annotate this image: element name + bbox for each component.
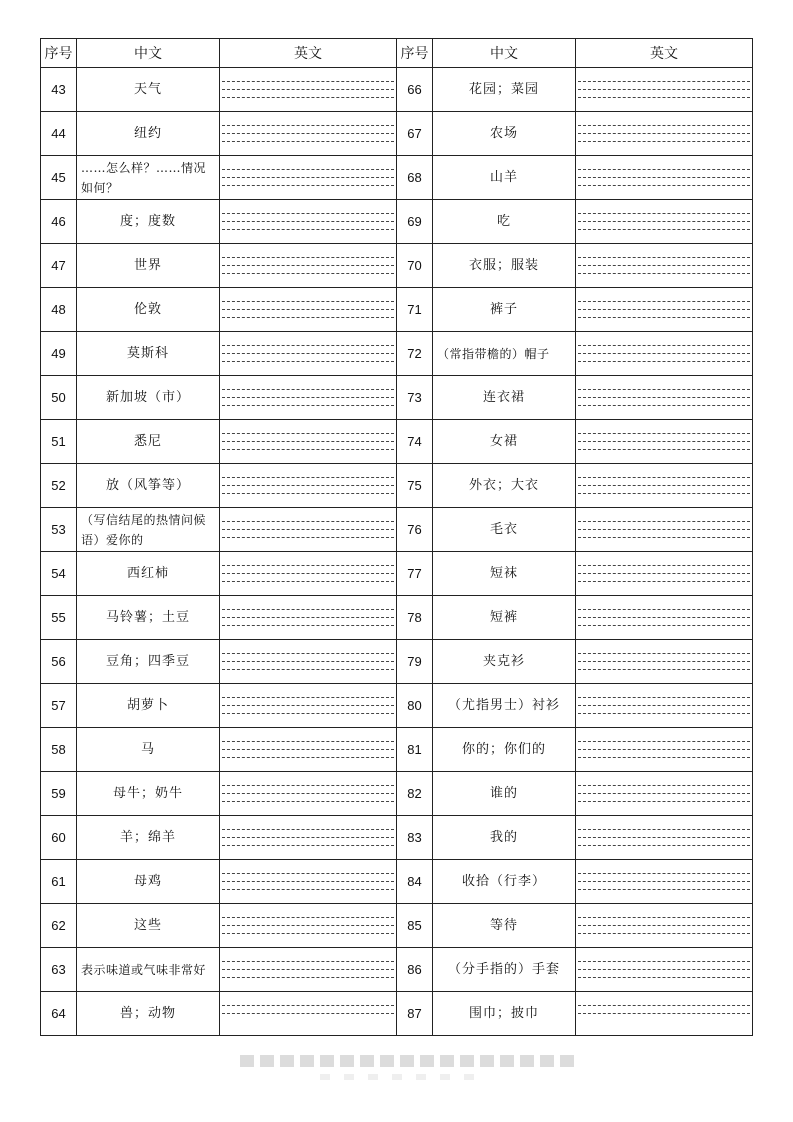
answer-writing-line: [578, 837, 750, 838]
answer-writing-line: [578, 389, 750, 390]
table-row: [41, 508, 753, 552]
left-chinese-cell: 马铃薯；土豆: [77, 596, 220, 640]
answer-writing-line: [222, 477, 394, 478]
left-answer-cell[interactable]: [220, 288, 397, 332]
answer-writing-line: [578, 221, 750, 222]
left-answer-cell[interactable]: [220, 156, 397, 200]
left-chinese-cell: 母牛；奶牛: [77, 772, 220, 816]
answer-writing-line: [578, 873, 750, 874]
right-number-cell: 67: [397, 112, 433, 156]
table-row: [41, 552, 753, 596]
answer-writing-line: [222, 669, 394, 670]
right-answer-cell[interactable]: [576, 948, 753, 992]
left-number-cell: 55: [41, 596, 77, 640]
answer-writing-line: [578, 801, 750, 802]
answer-writing-line: [578, 345, 750, 346]
left-chinese-cell: （写信结尾的热情问候语）爱你的: [77, 508, 220, 552]
left-chinese-cell: 这些: [77, 904, 220, 948]
right-chinese-cell: 山羊: [433, 156, 576, 200]
answer-writing-line: [222, 221, 394, 222]
table-row: [41, 332, 753, 376]
right-number-cell: 72: [397, 332, 433, 376]
right-chinese-cell: 你的；你们的: [433, 728, 576, 772]
answer-writing-line: [222, 185, 394, 186]
right-chinese-cell: 收拾（行李）: [433, 860, 576, 904]
right-number-cell: 66: [397, 68, 433, 112]
answer-writing-line: [578, 125, 750, 126]
answer-writing-line: [222, 97, 394, 98]
answer-writing-line: [222, 625, 394, 626]
right-number-cell: 74: [397, 420, 433, 464]
right-number-cell: 69: [397, 200, 433, 244]
left-answer-cell[interactable]: [220, 244, 397, 288]
answer-writing-line: [222, 257, 394, 258]
vocabulary-table: [40, 38, 753, 1036]
left-answer-cell[interactable]: [220, 112, 397, 156]
left-number-cell: 51: [41, 420, 77, 464]
answer-writing-line: [222, 405, 394, 406]
answer-writing-line: [578, 697, 750, 698]
left-number-cell: 44: [41, 112, 77, 156]
left-answer-cell[interactable]: [220, 816, 397, 860]
right-number-cell: 78: [397, 596, 433, 640]
right-answer-cell[interactable]: [576, 332, 753, 376]
right-chinese-cell: 吃: [433, 200, 576, 244]
left-answer-cell[interactable]: [220, 596, 397, 640]
right-chinese-cell: 外衣；大衣: [433, 464, 576, 508]
answer-writing-line: [222, 493, 394, 494]
answer-writing-line: [222, 169, 394, 170]
right-number-cell: 76: [397, 508, 433, 552]
answer-writing-line: [222, 969, 394, 970]
left-chinese-cell: 羊；绵羊: [77, 816, 220, 860]
answer-writing-line: [578, 933, 750, 934]
answer-writing-line: [578, 1005, 750, 1006]
answer-writing-line: [578, 133, 750, 134]
answer-writing-line: [578, 793, 750, 794]
right-answer-cell[interactable]: [576, 552, 753, 596]
answer-writing-line: [222, 301, 394, 302]
left-number-cell: 61: [41, 860, 77, 904]
answer-writing-line: [578, 581, 750, 582]
table-row: [41, 816, 753, 860]
answer-writing-line: [578, 925, 750, 926]
footer-watermark: [240, 1055, 574, 1067]
right-answer-cell[interactable]: [576, 860, 753, 904]
answer-writing-line: [222, 177, 394, 178]
left-number-cell: 62: [41, 904, 77, 948]
right-chinese-cell: 裤子: [433, 288, 576, 332]
footer-watermark-sub: [320, 1074, 474, 1080]
answer-writing-line: [222, 925, 394, 926]
right-number-cell: 83: [397, 816, 433, 860]
table-row: [41, 992, 753, 1036]
left-answer-cell[interactable]: [220, 420, 397, 464]
right-chinese-cell: 我的: [433, 816, 576, 860]
answer-writing-line: [578, 273, 750, 274]
header-left-english: 英文: [220, 39, 397, 68]
right-answer-cell[interactable]: [576, 508, 753, 552]
right-answer-cell[interactable]: [576, 68, 753, 112]
table-row: [41, 68, 753, 112]
table-row: [41, 464, 753, 508]
answer-writing-line: [578, 917, 750, 918]
left-answer-cell[interactable]: [220, 904, 397, 948]
left-number-cell: 46: [41, 200, 77, 244]
answer-writing-line: [578, 361, 750, 362]
answer-writing-line: [578, 889, 750, 890]
left-answer-cell[interactable]: [220, 464, 397, 508]
left-answer-cell[interactable]: [220, 772, 397, 816]
header-right-number: 序号: [397, 39, 433, 68]
left-answer-cell[interactable]: [220, 508, 397, 552]
answer-writing-line: [222, 661, 394, 662]
right-chinese-cell: （尤指男士）衬衫: [433, 684, 576, 728]
answer-writing-line: [578, 353, 750, 354]
answer-writing-line: [578, 397, 750, 398]
header-right-chinese: 中文: [433, 39, 576, 68]
answer-writing-line: [578, 785, 750, 786]
answer-writing-line: [578, 169, 750, 170]
right-answer-cell[interactable]: [576, 816, 753, 860]
right-answer-cell[interactable]: [576, 728, 753, 772]
left-chinese-cell: 放（风筝等）: [77, 464, 220, 508]
left-number-cell: 47: [41, 244, 77, 288]
answer-writing-line: [222, 873, 394, 874]
answer-writing-line: [222, 801, 394, 802]
answer-writing-line: [222, 133, 394, 134]
right-number-cell: 68: [397, 156, 433, 200]
answer-writing-line: [222, 433, 394, 434]
right-answer-cell[interactable]: [576, 904, 753, 948]
right-number-cell: 73: [397, 376, 433, 420]
left-answer-cell[interactable]: [220, 992, 397, 1036]
right-number-cell: 77: [397, 552, 433, 596]
right-answer-cell[interactable]: [576, 464, 753, 508]
left-number-cell: 43: [41, 68, 77, 112]
answer-writing-line: [578, 301, 750, 302]
right-answer-cell[interactable]: [576, 156, 753, 200]
answer-writing-line: [222, 565, 394, 566]
answer-writing-line: [578, 265, 750, 266]
right-number-cell: 84: [397, 860, 433, 904]
answer-writing-line: [222, 713, 394, 714]
table-row: [41, 244, 753, 288]
answer-writing-line: [578, 669, 750, 670]
right-chinese-cell: （分手指的）手套: [433, 948, 576, 992]
answer-writing-line: [222, 317, 394, 318]
answer-writing-line: [578, 493, 750, 494]
answer-writing-line: [578, 257, 750, 258]
answer-writing-line: [222, 617, 394, 618]
left-number-cell: 64: [41, 992, 77, 1036]
right-answer-cell[interactable]: [576, 772, 753, 816]
answer-writing-line: [578, 573, 750, 574]
left-number-cell: 57: [41, 684, 77, 728]
answer-writing-line: [222, 125, 394, 126]
answer-writing-line: [222, 449, 394, 450]
answer-writing-line: [222, 361, 394, 362]
right-answer-cell[interactable]: [576, 244, 753, 288]
left-chinese-cell: 马: [77, 728, 220, 772]
table-row: [41, 156, 753, 200]
right-answer-cell[interactable]: [576, 376, 753, 420]
answer-writing-line: [578, 309, 750, 310]
left-chinese-cell: 天气: [77, 68, 220, 112]
answer-writing-line: [222, 529, 394, 530]
answer-writing-line: [578, 441, 750, 442]
answer-writing-line: [222, 697, 394, 698]
left-answer-cell[interactable]: [220, 640, 397, 684]
answer-writing-line: [222, 881, 394, 882]
table-row: [41, 772, 753, 816]
right-chinese-cell: 等待: [433, 904, 576, 948]
answer-writing-line: [578, 617, 750, 618]
right-answer-cell[interactable]: [576, 640, 753, 684]
answer-writing-line: [222, 933, 394, 934]
answer-writing-line: [222, 889, 394, 890]
header-right-english: 英文: [576, 39, 753, 68]
left-chinese-cell: 胡萝卜: [77, 684, 220, 728]
right-chinese-cell: 毛衣: [433, 508, 576, 552]
answer-writing-line: [222, 757, 394, 758]
answer-writing-line: [578, 185, 750, 186]
left-answer-cell[interactable]: [220, 948, 397, 992]
table-row: [41, 596, 753, 640]
answer-writing-line: [578, 609, 750, 610]
table-row: [41, 728, 753, 772]
table-row: [41, 112, 753, 156]
left-number-cell: 50: [41, 376, 77, 420]
answer-writing-line: [578, 625, 750, 626]
left-chinese-cell: 度；度数: [77, 200, 220, 244]
table-row: [41, 420, 753, 464]
table-row: [41, 376, 753, 420]
right-answer-cell[interactable]: [576, 112, 753, 156]
right-chinese-cell: 女裙: [433, 420, 576, 464]
answer-writing-line: [578, 405, 750, 406]
right-number-cell: 75: [397, 464, 433, 508]
left-number-cell: 45: [41, 156, 77, 200]
left-chinese-cell: 世界: [77, 244, 220, 288]
table-row: [41, 904, 753, 948]
table-row: [41, 948, 753, 992]
answer-writing-line: [222, 1013, 394, 1014]
answer-writing-line: [578, 485, 750, 486]
answer-writing-line: [222, 265, 394, 266]
answer-writing-line: [578, 89, 750, 90]
answer-writing-line: [578, 477, 750, 478]
right-number-cell: 87: [397, 992, 433, 1036]
right-chinese-cell: （常指带檐的）帽子: [433, 332, 576, 376]
answer-writing-line: [222, 309, 394, 310]
right-number-cell: 86: [397, 948, 433, 992]
answer-writing-line: [222, 537, 394, 538]
left-chinese-cell: ……怎么样？……情况如何？: [77, 156, 220, 200]
left-chinese-cell: 西红柿: [77, 552, 220, 596]
right-answer-cell[interactable]: [576, 992, 753, 1036]
left-answer-cell[interactable]: [220, 332, 397, 376]
right-number-cell: 71: [397, 288, 433, 332]
left-answer-cell[interactable]: [220, 728, 397, 772]
right-number-cell: 70: [397, 244, 433, 288]
right-number-cell: 80: [397, 684, 433, 728]
table-row: [41, 640, 753, 684]
header-left-number: 序号: [41, 39, 77, 68]
answer-writing-line: [222, 837, 394, 838]
right-answer-cell[interactable]: [576, 684, 753, 728]
left-number-cell: 53: [41, 508, 77, 552]
left-answer-cell[interactable]: [220, 200, 397, 244]
answer-writing-line: [222, 89, 394, 90]
answer-writing-line: [222, 961, 394, 962]
answer-writing-line: [578, 529, 750, 530]
answer-writing-line: [578, 213, 750, 214]
left-number-cell: 52: [41, 464, 77, 508]
left-number-cell: 63: [41, 948, 77, 992]
right-answer-cell[interactable]: [576, 420, 753, 464]
left-chinese-cell: 莫斯科: [77, 332, 220, 376]
answer-writing-line: [222, 829, 394, 830]
left-number-cell: 60: [41, 816, 77, 860]
right-answer-cell[interactable]: [576, 288, 753, 332]
answer-writing-line: [578, 749, 750, 750]
answer-writing-line: [578, 653, 750, 654]
left-chinese-cell: 悉尼: [77, 420, 220, 464]
answer-writing-line: [222, 581, 394, 582]
answer-writing-line: [578, 705, 750, 706]
right-chinese-cell: 农场: [433, 112, 576, 156]
right-chinese-cell: 谁的: [433, 772, 576, 816]
vocabulary-worksheet: [40, 38, 752, 1036]
answer-writing-line: [222, 81, 394, 82]
table-row: [41, 200, 753, 244]
answer-writing-line: [222, 741, 394, 742]
table-row: [41, 860, 753, 904]
answer-writing-line: [222, 141, 394, 142]
answer-writing-line: [578, 661, 750, 662]
answer-writing-line: [222, 345, 394, 346]
answer-writing-line: [578, 229, 750, 230]
left-number-cell: 59: [41, 772, 77, 816]
answer-writing-line: [578, 537, 750, 538]
answer-writing-line: [222, 273, 394, 274]
answer-writing-line: [578, 829, 750, 830]
left-answer-cell[interactable]: [220, 684, 397, 728]
left-chinese-cell: 豆角；四季豆: [77, 640, 220, 684]
right-chinese-cell: 衣服；服装: [433, 244, 576, 288]
right-chinese-cell: 围巾；披巾: [433, 992, 576, 1036]
table-row: [41, 684, 753, 728]
answer-writing-line: [578, 757, 750, 758]
answer-writing-line: [222, 397, 394, 398]
answer-writing-line: [222, 521, 394, 522]
answer-writing-line: [578, 433, 750, 434]
answer-writing-line: [222, 573, 394, 574]
answer-writing-line: [578, 521, 750, 522]
left-chinese-cell: 伦敦: [77, 288, 220, 332]
left-answer-cell[interactable]: [220, 68, 397, 112]
answer-writing-line: [222, 785, 394, 786]
left-answer-cell[interactable]: [220, 860, 397, 904]
right-chinese-cell: 花园；菜园: [433, 68, 576, 112]
right-answer-cell[interactable]: [576, 200, 753, 244]
right-number-cell: 85: [397, 904, 433, 948]
answer-writing-line: [222, 441, 394, 442]
answer-writing-line: [222, 653, 394, 654]
answer-writing-line: [578, 961, 750, 962]
answer-writing-line: [578, 845, 750, 846]
left-answer-cell[interactable]: [220, 552, 397, 596]
right-number-cell: 82: [397, 772, 433, 816]
answer-writing-line: [578, 565, 750, 566]
left-number-cell: 56: [41, 640, 77, 684]
right-chinese-cell: 短裤: [433, 596, 576, 640]
answer-writing-line: [222, 485, 394, 486]
answer-writing-line: [222, 917, 394, 918]
header-row: [41, 39, 753, 68]
answer-writing-line: [578, 969, 750, 970]
right-answer-cell[interactable]: [576, 596, 753, 640]
left-number-cell: 48: [41, 288, 77, 332]
right-chinese-cell: 连衣裙: [433, 376, 576, 420]
answer-writing-line: [222, 353, 394, 354]
answer-writing-line: [578, 977, 750, 978]
answer-writing-line: [222, 705, 394, 706]
answer-writing-line: [578, 177, 750, 178]
left-chinese-cell: 纽约: [77, 112, 220, 156]
answer-writing-line: [578, 141, 750, 142]
right-number-cell: 79: [397, 640, 433, 684]
answer-writing-line: [222, 845, 394, 846]
answer-writing-line: [578, 317, 750, 318]
left-answer-cell[interactable]: [220, 376, 397, 420]
left-number-cell: 54: [41, 552, 77, 596]
answer-writing-line: [578, 97, 750, 98]
answer-writing-line: [222, 793, 394, 794]
answer-writing-line: [578, 713, 750, 714]
left-chinese-cell: 新加坡（市）: [77, 376, 220, 420]
right-number-cell: 81: [397, 728, 433, 772]
answer-writing-line: [578, 741, 750, 742]
answer-writing-line: [222, 749, 394, 750]
left-number-cell: 58: [41, 728, 77, 772]
answer-writing-line: [222, 389, 394, 390]
answer-writing-line: [578, 449, 750, 450]
answer-writing-line: [578, 1013, 750, 1014]
answer-writing-line: [222, 213, 394, 214]
left-chinese-cell: 兽；动物: [77, 992, 220, 1036]
answer-writing-line: [222, 609, 394, 610]
left-chinese-cell: 表示味道或气味非常好: [77, 948, 220, 992]
table-row: [41, 288, 753, 332]
answer-writing-line: [222, 977, 394, 978]
right-chinese-cell: 短袜: [433, 552, 576, 596]
right-chinese-cell: 夹克衫: [433, 640, 576, 684]
left-chinese-cell: 母鸡: [77, 860, 220, 904]
left-number-cell: 49: [41, 332, 77, 376]
answer-writing-line: [222, 229, 394, 230]
answer-writing-line: [578, 81, 750, 82]
answer-writing-line: [222, 1005, 394, 1006]
answer-writing-line: [578, 881, 750, 882]
header-left-chinese: 中文: [77, 39, 220, 68]
